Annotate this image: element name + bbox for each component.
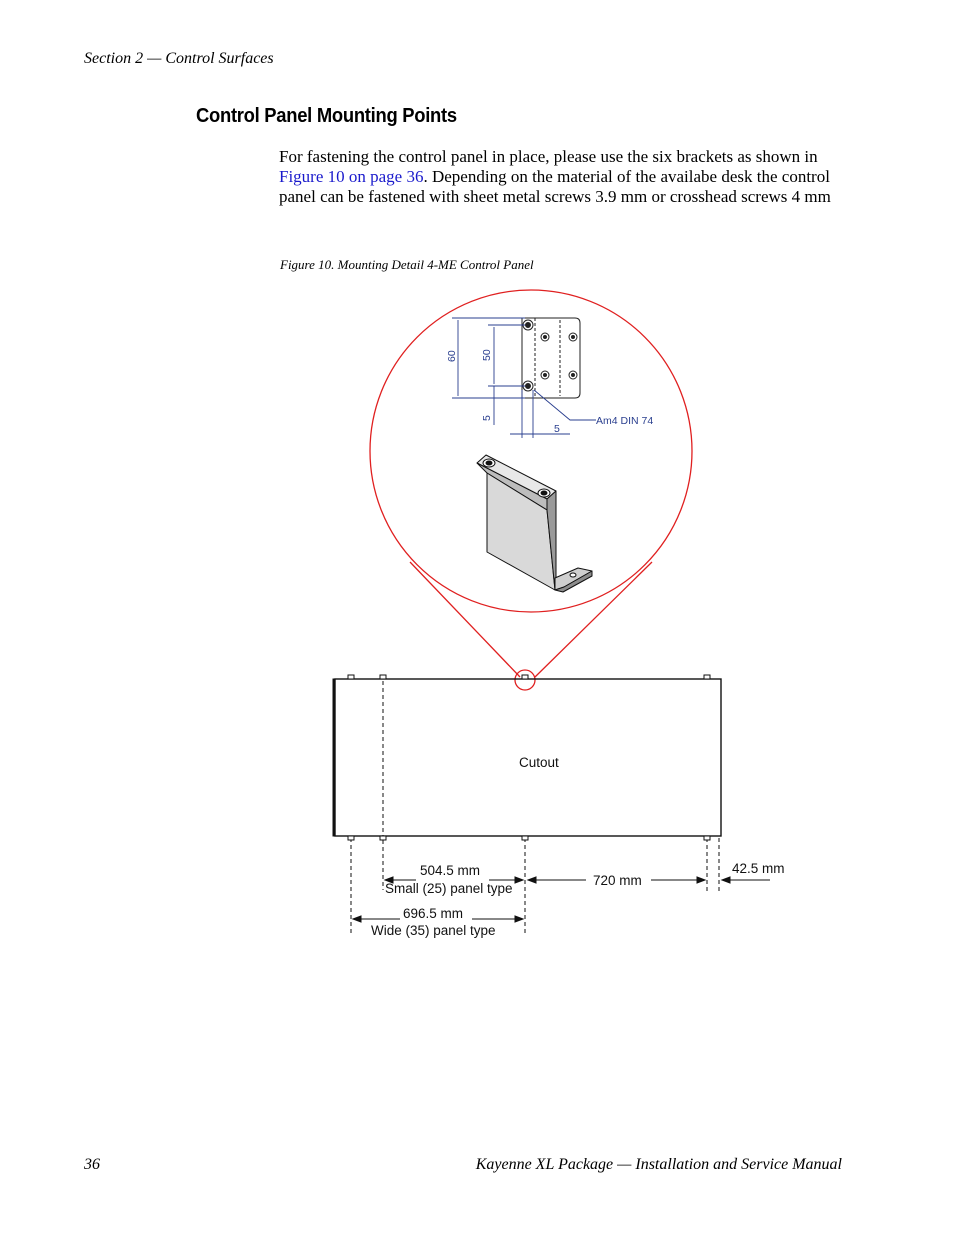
bracket-3d-view: [477, 455, 592, 592]
small-panel-label: Small (25) panel type: [385, 881, 513, 896]
paragraph-text-2: . Depending on the material of the availabe desk the control panel can be fastened with sheet metal screws 3.9 mm or crosshead screws 4 mm: [279, 167, 831, 206]
page-title: Control Panel Mounting Points: [196, 105, 457, 127]
figure-link[interactable]: Figure 10 on page 36: [279, 167, 424, 186]
dimension-small-panel: 504.5 mm: [420, 863, 481, 878]
bracket-top-view: [522, 318, 580, 398]
cutout-label: Cutout: [519, 755, 559, 770]
dimension-60: 60: [446, 350, 458, 362]
dimension-5-vertical: 5: [481, 415, 493, 421]
dimension-720: 720 mm: [593, 873, 642, 888]
wide-panel-label: Wide (35) panel type: [371, 923, 496, 938]
dimension-42-5: 42.5 mm: [732, 861, 785, 876]
callout-small-circle: [515, 670, 535, 690]
dimension-5-horizontal: 5: [554, 423, 560, 435]
screw-spec-label: Am4 DIN 74: [596, 415, 654, 427]
cutout-outline: [333, 679, 721, 935]
callout-line-left: [410, 562, 520, 677]
page-number: 36: [84, 1156, 100, 1173]
dimension-50: 50: [481, 349, 493, 361]
running-header: Section 2 — Control Surfaces: [84, 50, 274, 67]
manual-title: Kayenne XL Package — Installation and Service Manual: [475, 1156, 842, 1173]
figure-caption: Figure 10. Mounting Detail 4-ME Control Panel: [280, 257, 534, 272]
paragraph-text-1: For fastening the control panel in place, please use the six brackets as shown in: [279, 147, 818, 166]
dimension-wide-panel: 696.5 mm: [403, 906, 464, 921]
